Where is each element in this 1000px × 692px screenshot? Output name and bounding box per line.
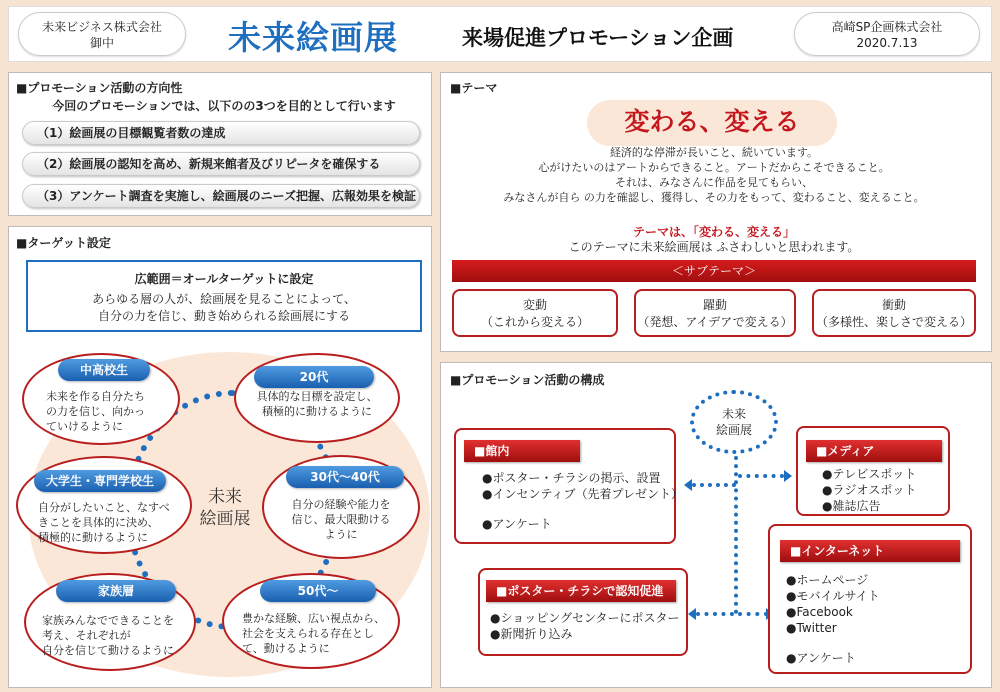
direction-intro: 今回のプロモーションでは、以下のの3つを目的として行います [52, 99, 396, 113]
page-title: 未来絵画展 [228, 18, 398, 57]
structure-hub [690, 390, 778, 454]
connector-to-internet [738, 612, 768, 616]
direction-item-3: （3）アンケート調査を実施し、絵画展のニーズ把握、広報効果を検証 [22, 184, 420, 208]
segment-text: 考え、それぞれが [42, 629, 131, 642]
arrow-left-icon [684, 479, 692, 491]
segment-text: ように [324, 528, 358, 541]
list-item: ●テレビスポット [822, 467, 917, 481]
wide-target-box [26, 260, 422, 332]
list-item: ●モバイルサイト [786, 589, 880, 603]
subtheme-desc: （これから変える） [480, 315, 589, 329]
vendor-info [794, 12, 980, 56]
list-spacer [786, 636, 880, 650]
subtheme-title: 躍動 [702, 298, 727, 312]
document-date: 2020.7.13 [856, 36, 918, 50]
media-title: ■メディア [806, 440, 942, 462]
list-spacer [482, 502, 683, 516]
wide-target-title: 広範囲＝オールターゲットに設定 [134, 272, 314, 286]
page-subtitle: 来場促進プロモーション企画 [462, 26, 734, 50]
segment-text: の力を信じ、向かっ [46, 405, 145, 418]
segment-tag-family: 家族層 [56, 580, 176, 602]
wide-target-line-2: 自分の力を信じ、動き始められる絵画展にする [97, 309, 350, 323]
segment-tag-30s-40s: 30代〜40代 [286, 466, 404, 488]
direction-heading: ■プロモーション活動の方向性 [16, 81, 183, 95]
theme-line: 心がけたいのはアートからできること。アートだからこそできること。 [538, 161, 890, 174]
list-item: ●Facebook [786, 605, 853, 619]
subtheme-title: 変動 [522, 298, 547, 312]
segment-tag-50s: 50代〜 [260, 580, 376, 602]
structure-heading: ■プロモーション活動の構成 [450, 373, 605, 387]
list-item: ●ラジオスポット [822, 483, 917, 497]
segment-text: 自分を信じて動けるように [42, 644, 174, 657]
internet-title: ■インターネット [780, 540, 960, 562]
list-item: ●ポスター・チラシの掲示、設置 [482, 471, 661, 485]
segment-text: 積極的に動けるように [262, 405, 372, 418]
subtheme-desc: （多様性、楽しさで変える） [815, 315, 972, 329]
theme-line: 経済的な停滞が長いこと、続いています。 [609, 146, 819, 159]
subtheme-box-1 [452, 289, 618, 337]
connector-to-poster [696, 612, 734, 616]
internet-list [786, 572, 880, 666]
theme-main: 変わる、変える [587, 100, 837, 146]
list-item: ●インセンティブ（先着プレゼント） [482, 487, 684, 501]
hub-line-2: 絵画展 [715, 423, 752, 437]
connector-vertical [734, 456, 738, 614]
client-name [18, 12, 186, 56]
direction-item-1: （1）絵画展の目標観覧者数の達成 [22, 121, 420, 145]
segment-text: 信じ、最大限動ける [291, 513, 391, 526]
wide-target-line-1: あらゆる層の人が、絵画展を見ることによって、 [92, 292, 356, 306]
hub-line-1: 未来 [721, 407, 746, 421]
center-label-line-1: 未来 [208, 487, 242, 507]
vendor-name: 高崎SP企画株式会社 [831, 20, 943, 34]
segment-text: 社会を支えられる存在とし [242, 627, 374, 640]
arrow-left-icon [688, 608, 696, 620]
client-honorific: 御中 [89, 36, 114, 50]
segment-text: ていけるように [46, 420, 123, 433]
connector-to-venue [692, 483, 736, 487]
segment-text: きことを具体的に決め、 [38, 516, 159, 529]
theme-highlight: テーマは、「変わる、変える」 [632, 225, 795, 239]
segment-text: 未来を作る自分たち [46, 390, 145, 403]
client-company: 未来ビジネス株式会社 [42, 20, 162, 34]
arrow-right-icon [784, 470, 792, 482]
subtheme-title: 衝動 [881, 298, 906, 312]
direction-item-2: （2）絵画展の認知を高め、新規来館者及びリピータを確保する [22, 152, 420, 176]
theme-fit-statement: このテーマに未来絵画展は ふさわしいと思われます。 [568, 240, 860, 254]
poster-list [490, 610, 680, 642]
theme-line: みなさんが自ら の力を確認し、獲得し、その力をもって、変わること、変えること。 [503, 191, 925, 204]
poster-title: ■ポスター・チラシで認知促進 [486, 580, 676, 602]
target-heading: ■ターゲット設定 [16, 236, 111, 250]
list-item: ●アンケート [482, 517, 552, 531]
theme-description [444, 145, 984, 205]
segment-tag-highschool: 中高校生 [58, 359, 150, 381]
segment-text: て、動けるように [242, 642, 330, 655]
subtheme-bar: ＜サブテーマ＞ [452, 260, 976, 282]
subtheme-desc: （発想、アイデアで変える） [637, 315, 793, 329]
venue-list [482, 470, 683, 532]
list-item: ●Twitter [786, 621, 837, 635]
segment-text: 家族みんなでできることを [42, 614, 174, 627]
segment-text: 積極的に動けるように [38, 531, 148, 544]
segment-text: 自分がしたいこと、なすべ [38, 501, 170, 514]
segment-tag-university: 大学生・専門学校生 [34, 470, 166, 492]
list-item: ●雑誌広告 [822, 499, 881, 513]
list-item: ●新聞折り込み [490, 627, 573, 641]
segment-text: 自分の経験や能力を [291, 498, 391, 511]
media-list [822, 466, 916, 514]
segment-text: 具体的な目標を設定し、 [256, 390, 378, 403]
venue-title: ■館内 [464, 440, 580, 462]
center-label-line-2: 絵画展 [199, 509, 251, 529]
theme-line: それは、みなさんに作品を見てもらい、 [615, 176, 813, 189]
segment-tag-20s: 20代 [254, 366, 374, 388]
connector-to-media [738, 474, 784, 478]
list-item: ●アンケート [786, 651, 856, 665]
list-item: ●ショッピングセンターにポスター [490, 611, 680, 625]
theme-heading: ■テーマ [450, 81, 498, 95]
segment-text: 豊かな経験、広い視点から、 [242, 612, 385, 625]
list-item: ●ホームページ [786, 573, 869, 587]
subtheme-box-2 [634, 289, 796, 337]
subtheme-box-3 [812, 289, 976, 337]
